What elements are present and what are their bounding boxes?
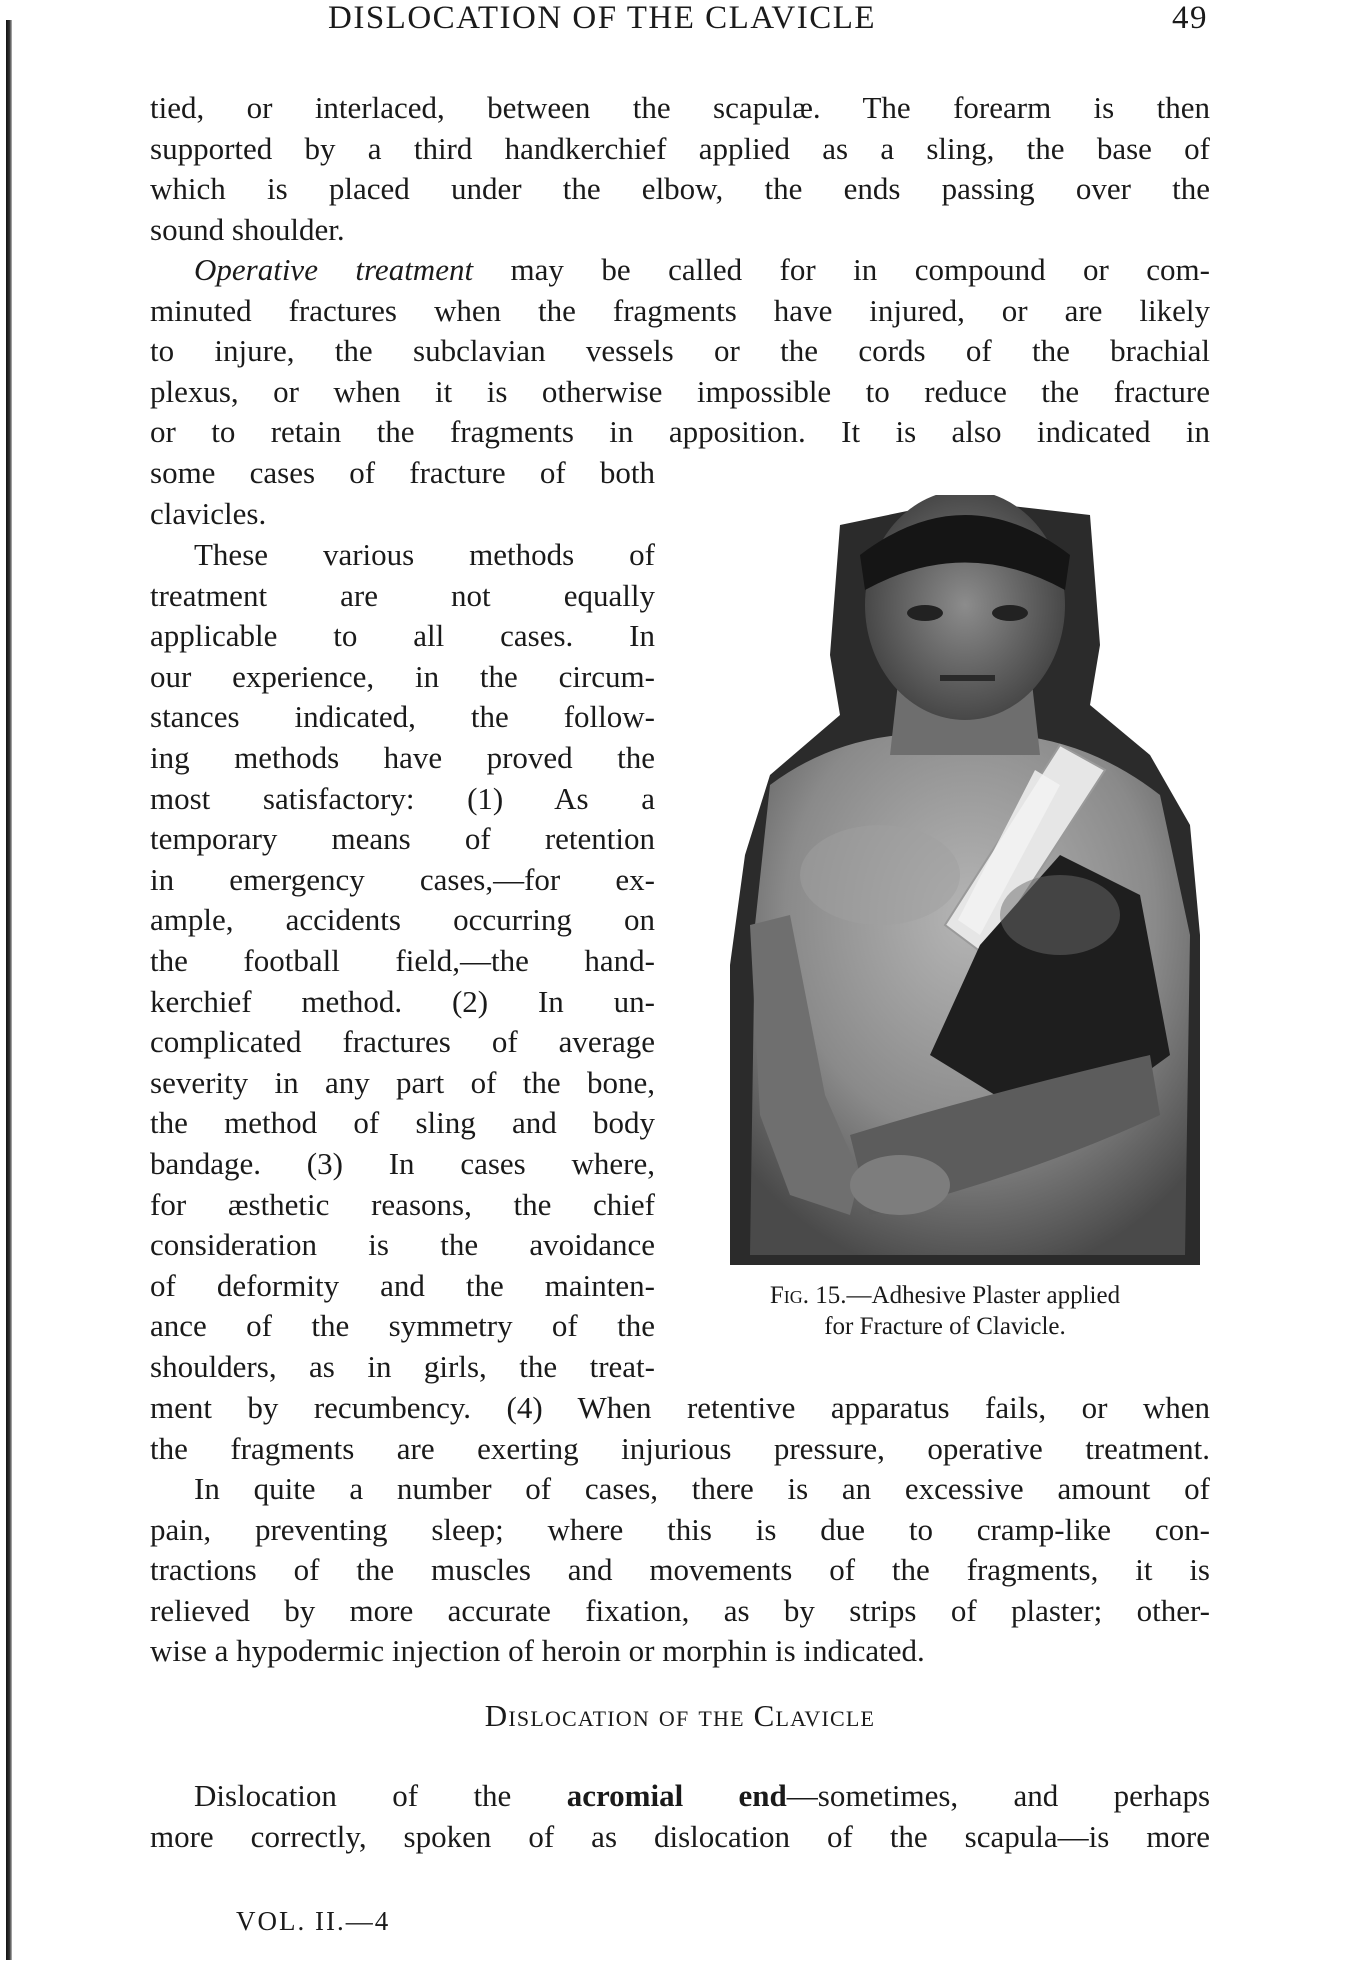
text-line	[150, 250, 1210, 291]
text-line: In quite a number of cases, there is an excessive amount of	[194, 1471, 1210, 1506]
binding-edge	[6, 20, 12, 1960]
text-line: ment by recumbency. (4) When retentive apparatus fails, or when	[150, 1390, 1210, 1425]
text-line: ample, accidents occurring on	[150, 902, 655, 938]
text-line: our experience, in the circum-	[150, 658, 655, 694]
figure-caption	[685, 1280, 1205, 1342]
text-line: relieved by more accurate fixation, as by strips of plaster; other-	[150, 1592, 1210, 1628]
text-line: complicated fractures of average	[150, 1024, 655, 1060]
paragraph-3-full	[150, 1388, 1210, 1469]
text-line: more correctly, spoken of as dislocation of the scapula—is more	[150, 1818, 1210, 1854]
page-number: 49	[1172, 0, 1208, 36]
figure-15	[730, 495, 1200, 1270]
text-line: clavicles.	[150, 495, 267, 531]
text-line: some cases of fracture of both	[150, 455, 655, 490]
text-line: to injure, the subclavian vessels or the cords of the brachial	[150, 333, 1210, 369]
text-line: the football field,—the hand-	[150, 942, 655, 978]
paragraph-1	[150, 88, 1210, 250]
text-line: for æsthetic reasons, the chief	[150, 1186, 655, 1222]
text-line: applicable to all cases. In	[150, 618, 655, 654]
paragraph-2	[150, 250, 1210, 453]
text-line: or to retain the fragments in apposition. It is also indicated in	[150, 414, 1210, 450]
text-line: of deformity and the mainten-	[150, 1267, 655, 1303]
clavicle-plaster-photo	[730, 495, 1200, 1265]
text-line	[150, 1776, 1210, 1817]
text-line: shoulders, as in girls, the treat-	[150, 1348, 655, 1384]
figure-label: Fig. 15.	[769, 1282, 847, 1309]
text-line: These various methods of	[194, 537, 655, 572]
volume-signature: VOL. II.—4	[236, 1906, 391, 1936]
running-head-title: DISLOCATION OF THE CLAVICLE	[328, 0, 877, 36]
text-line: kerchief method. (2) In un-	[150, 983, 655, 1019]
text-line: pain, preventing sleep; where this is due to cramp-like con-	[150, 1511, 1210, 1547]
paragraph-4	[150, 1469, 1210, 1672]
text-line: tractions of the muscles and movements of the fragments, it is	[150, 1552, 1210, 1588]
section-heading: Dislocation of the Clavicle	[484, 1698, 876, 1733]
text-line: treatment are not equally	[150, 577, 655, 613]
text-line: plexus, or when it is otherwise impossible to reduce the fracture	[150, 373, 1210, 409]
running-head	[328, 0, 1208, 40]
text-line: consideration is the avoidance	[150, 1227, 655, 1263]
text-line: sound shoulder.	[150, 211, 345, 247]
text-line: temporary means of retention	[150, 821, 655, 857]
section-paragraph	[150, 1776, 1210, 1857]
text-line: bandage. (3) In cases where,	[150, 1145, 655, 1181]
text-span: may be called for in compound or com-	[510, 252, 1210, 287]
text-line: wise a hypodermic injection of heroin or morphin is indicated.	[150, 1633, 925, 1669]
text-line: the method of sling and body	[150, 1105, 655, 1141]
text-line: ance of the symmetry of the	[150, 1308, 655, 1344]
text-line: in emergency cases,—for ex-	[150, 861, 655, 897]
text-line: stances indicated, the follow-	[150, 699, 655, 735]
text-line: ing methods have proved the	[150, 739, 655, 775]
text-line: supported by a third handkerchief applied as a sling, the base of	[150, 130, 1210, 166]
caption-line-2: for Fracture of Clavicle.	[824, 1313, 1066, 1340]
text-line: the fragments are exerting injurious pressure, operative treatment.	[150, 1430, 1210, 1466]
caption-text-1: —Adhesive Plaster applied	[846, 1282, 1121, 1309]
after-bold: —sometimes, and perhaps	[786, 1778, 1211, 1813]
caption-line-1	[685, 1280, 1205, 1311]
italic-lead: Operative treatment	[194, 252, 474, 287]
text-line: tied, or interlaced, between the scapulæ. The forearm is then	[150, 90, 1210, 125]
text-line: severity in any part of the bone,	[150, 1064, 655, 1100]
text-line: most satisfactory: (1) As a	[150, 780, 655, 816]
text-line: which is placed under the elbow, the ends passing over the	[150, 171, 1210, 207]
paragraph-3	[150, 535, 655, 1387]
bold-term: acromial end	[566, 1778, 787, 1813]
text-line: minuted fractures when the fragments have injured, or are likely	[150, 292, 1210, 328]
paragraph-2-tail	[150, 453, 655, 534]
section-lead: Dislocation of the	[194, 1778, 512, 1813]
